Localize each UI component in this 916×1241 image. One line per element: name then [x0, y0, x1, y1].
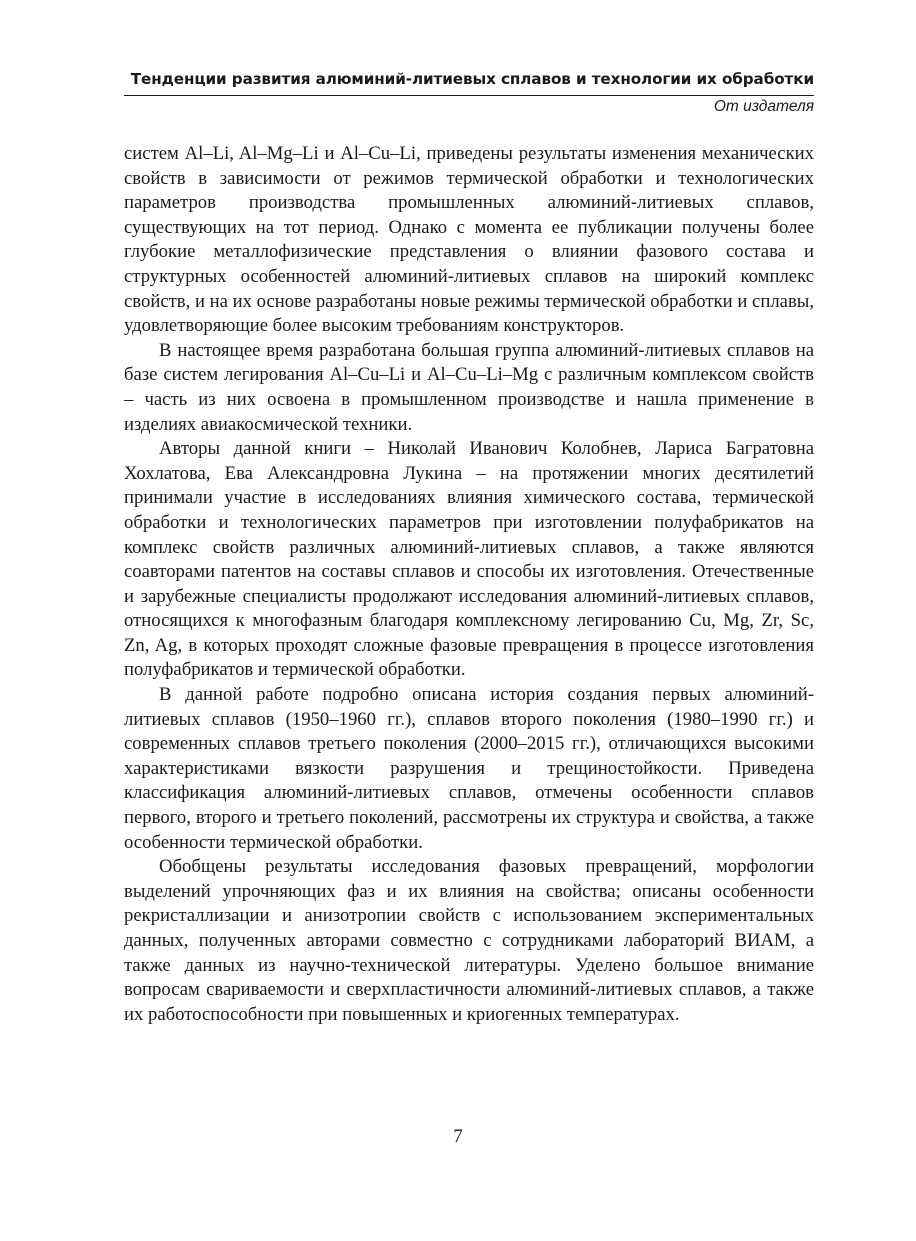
header-divider — [124, 95, 814, 96]
paragraph: Обобщены результаты исследования фазовых превращений, морфологии выделений упрочняющих фаз и их влияния на свойства; описаны особенности рекристаллизации и анизотропии свойств с использованием экспериментальных данных, полученных авторами совместно с сотрудниками лабораторий ВИАМ, а также данных из научно-технической литературы. Уделено большое внимание вопросам свариваемости и сверхпластичности алюминий-литиевых сплавов, а также их работоспособности при повышенных и криогенных температурах. — [124, 856, 814, 1025]
page-number: 7 — [453, 1126, 463, 1147]
paragraph: Авторы данной книги – Николай Иванович Колобнев, Лариса Багратовна Хохлатова, Ева Александровна Лукина – на протяжении многих десятилетий принимали участие в исследованиях влияния химического состава, термической обработки и технологических параметров при изготовлении полуфабрикатов на комплекс свойств различных алюминий-литиевых сплавов, а также являются соавторами патентов на составы сплавов и способы их изготовления. Отечественные и зарубежные специалисты продолжают исследования алюминий-литиевых сплавов, относящихся к многофазным благодаря комплексному легированию Cu, Mg, Zr, Sc, Zn, Ag, в которых проходят сложные фазовые превращения в процессе изготовления полуфабрикатов и термической обработки. — [124, 438, 814, 681]
body-text — [124, 142, 814, 1027]
paragraph: В данной работе подробно описана история создания первых алюминий-литиевых сплавов (1950–1960 гг.), сплавов второго поколения (1980–1990 гг.) и современных сплавов третьего поколения (2000–2015 гг.), отличающихся высокими характеристиками вязкости разрушения и трещиностойкости. Приведена классификация алюминий-литиевых сплавов, отмечены особенности сплавов первого, второго и третьего поколений, рассмотрены их структура и свойства, а также особенности термической обработки. — [124, 684, 814, 853]
paragraph: систем Al–Li, Al–Mg–Li и Al–Cu–Li, приведены результаты изменения механических свойств в зависимости от режимов термической обработки и технологических параметров производства промышленных алюминий-литиевых сплавов, существующих на тот период. Однако с момента ее публикации получены более глубокие металлофизические представления о влиянии фазового состава и структурных особенностей алюминий-литиевых сплавов на широкий комплекс свойств, и на их основе разработаны новые режимы термической обработки и сплавы, удовлетворяющие более высоким требованиям конструкторов. — [124, 143, 814, 337]
running-title: Тенденции развития алюминий-литиевых сплавов и технологии их обработки — [130, 70, 814, 88]
paragraph: В настоящее время разработана большая группа алюминий-литиевых сплавов на базе систем легирования Al–Cu–Li и Al–Cu–Li–Mg с различным комплексом свойств – часть из них освоена в промышленном производстве и нашла применение в изделиях авиакосмической техники. — [124, 339, 814, 435]
section-label: От издателя — [713, 98, 814, 115]
